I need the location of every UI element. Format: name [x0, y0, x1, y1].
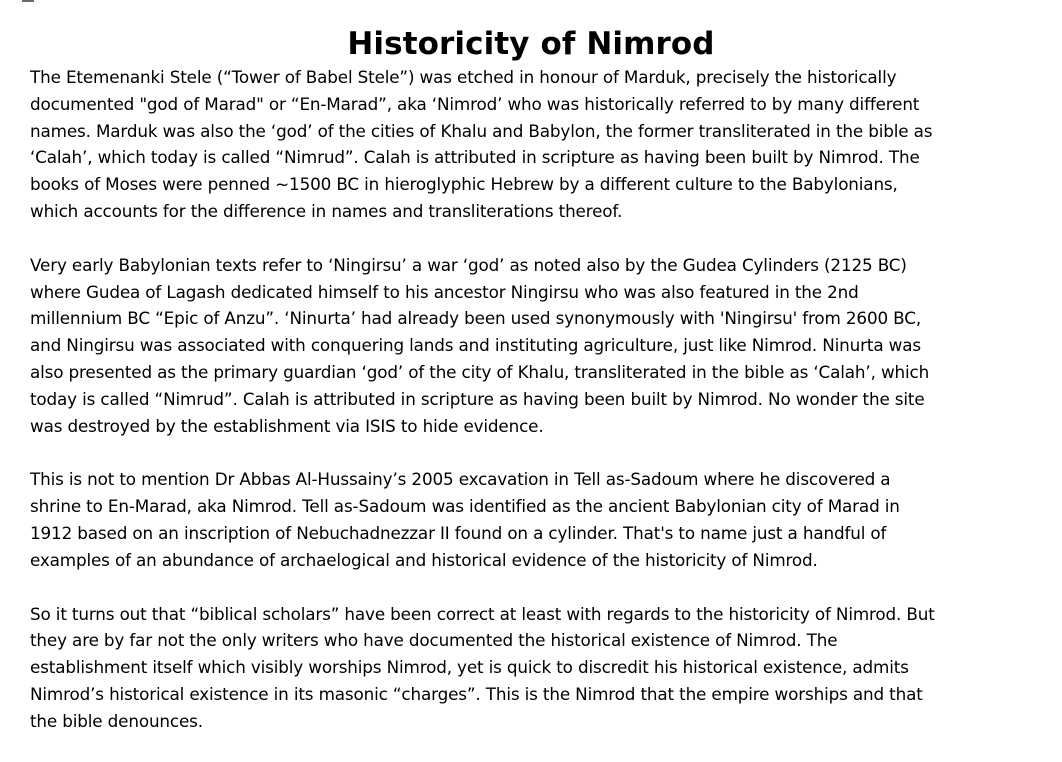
text-line: establishment itself which visibly worships Nimrod, yet is quick to discredit his historical existence, admits — [30, 657, 909, 678]
text-line: 1912 based on an inscription of Nebuchadnezzar II found on a cylinder. That's to name just a handful of — [30, 522, 887, 543]
text-line: was destroyed by the establishment via ISIS to hide evidence. — [30, 415, 544, 436]
text-line: today is called “Nimrud”. Calah is attributed in scripture as having been built by Nimrod. No wonder the site — [30, 388, 925, 409]
text-line: The Etemenanki Stele (“Tower of Babel Stele”) was etched in honour of Marduk, precisely the historically — [30, 67, 897, 87]
text-line: millennium BC “Epic of Anzu”. ‘Ninurta’ had already been used synonymously with 'Ningirsu' from 2600 BC, — [30, 308, 922, 329]
text-line: also presented as the primary guardian ‘god’ of the city of Khalu, transliterated in the bible as ‘Calah’, which — [30, 361, 930, 382]
text-line: ‘Calah’, which today is called “Nimrud”. Calah is attributed in scripture as having been built by Nimrod. The — [30, 147, 920, 168]
document-title: Historicity of Nimrod — [347, 25, 715, 62]
text-line: which accounts for the difference in names and transliterations thereof. — [30, 200, 623, 221]
paragraph-etemenanki-stele — [30, 64, 1040, 225]
text-line: This is not to mention Dr Abbas Al-Hussainy’s 2005 excavation in Tell as-Sadoum where he discovered a — [30, 469, 891, 490]
text-line: Very early Babylonian texts refer to ‘Ningirsu’ a war ‘god’ as noted also by the Gudea Cylinders (2125 BC) — [30, 254, 907, 275]
text-line: documented "god of Marad" or “En-Marad”, aka ‘Nimrod’ who was historically referred to by many different — [30, 93, 920, 114]
text-line: books of Moses were penned ~1500 BC in hieroglyphic Hebrew by a different culture to the Babylonians, — [30, 174, 898, 195]
text-line: names. Marduk was also the ‘god’ of the cities of Khalu and Babylon, the former transliterated in the bible as — [30, 120, 933, 141]
text-line: shrine to En-Marad, aka Nimrod. Tell as-Sadoum was identified as the ancient Babylonian city of Marad in — [30, 496, 900, 517]
paragraph-conclusion — [30, 601, 1040, 735]
text-line: Nimrod’s historical existence in its masonic “charges”. This is the Nimrod that the empire worships and that — [30, 683, 923, 704]
text-line: the bible denounces. — [30, 710, 203, 731]
text-line: where Gudea of Lagash dedicated himself to his ancestor Ningirsu who was also featured in the 2nd — [30, 281, 859, 302]
text-line: So it turns out that “biblical scholars” have been correct at least with regards to the historicity of Nimrod. But — [30, 603, 935, 624]
text-line: they are by far not the only writers who have documented the historical existence of Nimrod. The — [30, 630, 838, 651]
paragraph-ningirsu — [30, 252, 1040, 440]
text-line: and Ningirsu was associated with conquering lands and instituting agriculture, just like Nimrod. Ninurta was — [30, 335, 921, 356]
document-body — [30, 64, 1040, 762]
corner-mark — [22, 0, 34, 2]
text-line: examples of an abundance of archaelogical and historical evidence of the historicity of Nimrod. — [30, 549, 818, 570]
paragraph-tell-as-sadoum — [30, 466, 1040, 573]
